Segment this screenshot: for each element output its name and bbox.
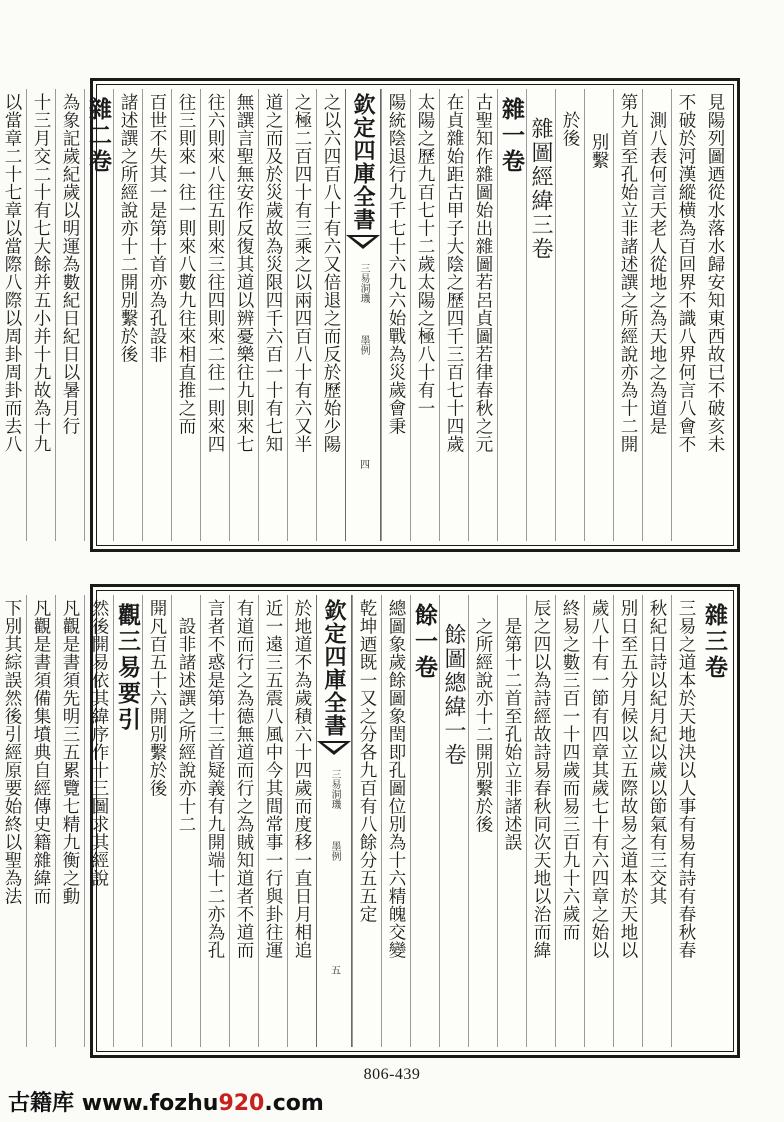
chapter-heading: 雜二卷: [84, 89, 113, 541]
text-column: 設非諸述譔之所經說亦十二: [171, 595, 200, 1047]
text-column: 近一遠三五震八風中今其間常事一行與卦往運: [258, 595, 287, 1047]
text-column: 古聖知作雜圖始出雜圖若呂貞圖若律春秋之元: [468, 89, 497, 541]
book-title: 欽定四庫全書: [350, 93, 376, 231]
text-column: 於地道不為歲積六十四歲而度移一直日月相追: [287, 595, 316, 1047]
leaf-number: 四: [357, 459, 369, 469]
center-note: 三易洞璣 墨例: [358, 263, 369, 355]
text-column: 往六則來八往五則來三往四則來二往一則來四: [200, 89, 229, 541]
text-column: 為象記歲紀歲以明運為數紀日紀日以暑月行: [55, 89, 84, 541]
page-number: 806-439: [363, 1066, 421, 1083]
text-column: 不破於河漢縱横為百回界不識八界何言八會不: [671, 89, 700, 541]
text-column: 乾坤迺既一又之分各九百有八餘分五五定: [352, 595, 381, 1047]
text-column: 秋紀日詩以紀月紀以歲以節氣有三交其: [642, 595, 671, 1047]
chapter-heading: 餘一卷: [410, 595, 439, 1047]
text-column: 別日至五分月候以立五際故易之道本於天地以: [613, 595, 642, 1047]
text-column: 然後開易依其緯序作十三圖求其經說: [84, 595, 113, 1047]
book-title: 欽定四庫全書: [321, 599, 347, 737]
text-column: 是第十二首至孔始立非諸述誤: [497, 595, 526, 1047]
text-column: 在貞雜始距古甲子大陰之歷四千三百七十四歲: [439, 89, 468, 541]
text-column: 之所經說亦十二開別繫於後: [468, 595, 497, 1047]
text-column: 之極二百四十有三乘之以兩四百八十有六又半: [287, 89, 316, 541]
url-prefix: www.fozhu: [81, 1091, 219, 1116]
upper-page-columns: [2, 89, 729, 541]
text-column: 十三月交二十有七大餘并五小并十九故為十九: [26, 89, 55, 541]
section-heading: 雜圖經緯三卷: [526, 89, 555, 541]
chapter-heading: 觀三易要引: [113, 595, 142, 1047]
text-column: 三易之道本於天地決以人事有易有詩有春秋春: [671, 595, 700, 1047]
text-column: 下別其綜誤然後引經原要始終以聖為法: [0, 595, 26, 1047]
url-suffix: .com: [264, 1091, 324, 1116]
fish-tail-icon: [317, 741, 351, 757]
fish-tail-icon: [346, 235, 380, 251]
site-watermark[interactable]: [8, 1086, 324, 1117]
center-margin: [316, 595, 352, 1047]
upper-page: [2, 78, 740, 552]
text-column: 開凡百五十六開別繫於後: [142, 595, 171, 1047]
lower-page-columns: [2, 595, 729, 1047]
text-column: 見陽列圖迺從水落水歸安知東西故已不破亥未: [705, 93, 725, 453]
site-name: 古籍库: [8, 1091, 75, 1116]
text-column: 百世不失其一是第十首亦為孔設非: [142, 89, 171, 541]
center-margin: [345, 89, 381, 541]
text-column: 歲八十有一節有四章其歲七十有六四章之始以: [584, 595, 613, 1047]
text-column: 之以六四百八十有六又倍退之而反於歷始少陽: [316, 89, 345, 541]
lower-page: [2, 584, 740, 1058]
text-column: 凡觀是書須先明三五累覽七精九衡之動: [55, 595, 84, 1047]
text-column: 別繫: [584, 89, 613, 541]
text-column: 諸述譔之所經說亦十二開別繫於後: [113, 89, 142, 541]
text-column: 凡觀是書須備集墳典自經傳史籍雜緯而: [26, 595, 55, 1047]
text-column: 陽統陰退行九千七十六九六始戰為災歲會秉: [381, 89, 410, 541]
text-column: 終易之數三百一十四歲而易三百九十六歲而: [555, 595, 584, 1047]
text-column: 言者不惑是第十三首疑義有九開端十二亦為孔: [200, 595, 229, 1047]
section-heading: 餘圖總緯一卷: [439, 595, 468, 1047]
text-column: 第九首至孔始立非諸述譔之所經說亦為十二開: [613, 89, 642, 541]
url-accent: 920: [218, 1091, 265, 1116]
text-column: 以當章二十七章以當際八際以周卦周卦而去八: [0, 89, 26, 541]
chapter-heading: 雜三卷: [701, 603, 728, 681]
text-column: 道之而及於災歲故為災限四千六百一十有七知: [258, 89, 287, 541]
center-note: 三易洞璣 墨例: [329, 769, 340, 861]
text-column: 有道而行之為德無道而行之為賊知道者不道而: [229, 595, 258, 1047]
text-column: 於後: [555, 89, 584, 541]
leaf-number: 五: [328, 965, 340, 975]
text-column: 測八表何言天老人從地之為天地之為道是: [642, 89, 671, 541]
text-column: 太陽之歷九百七十二歲太陽之極八十有一: [410, 89, 439, 541]
text-column: 無譔言聖無安作反復其道以辨憂樂往九則來七: [229, 89, 258, 541]
text-column: 總圖象歲餘圖象閏即孔圖位別為十六精魄交變: [381, 595, 410, 1047]
text-column: 往三則來一往一則來八數九往來相直推之而: [171, 89, 200, 541]
chapter-heading: 雜一卷: [497, 89, 526, 541]
text-column: 辰之四以為詩經故詩易春秋同次天地以治而緯: [526, 595, 555, 1047]
